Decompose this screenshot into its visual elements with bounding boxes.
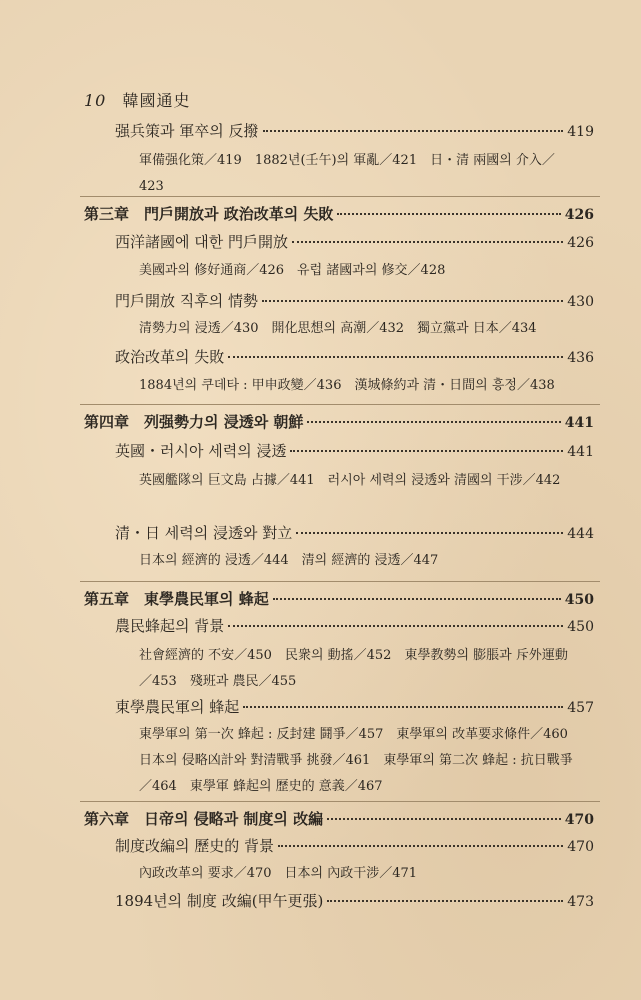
toc-section: 英國・러시아 세력의 浸透 441 [115, 442, 594, 460]
toc-section: 門戶開放 직후의 情勢 430 [115, 292, 594, 310]
toc-subitems: 美國과의 修好通商／426 유럽 諸國과의 修交／428 [139, 263, 446, 278]
toc-section: 西洋諸國에 대한 門戶開放 426 [115, 233, 594, 251]
toc-subitems: 內政改革의 要求／470 日本의 內政干涉／471 [139, 866, 418, 881]
toc-subitems: 清勢力의 浸透／430 開化思想의 高潮／432 獨立黨과 日本／434 [139, 321, 537, 336]
chapter-divider [80, 801, 600, 802]
toc-subitems: 日本의 經濟的 浸透／444 清의 經濟的 浸透／447 [139, 553, 439, 568]
book-title: 韓國通史 [122, 91, 191, 110]
page-number: 10 [84, 91, 107, 110]
toc-subitems: 社會經濟的 不安／450 民衆의 動搖／452 東學教勢의 膨脹과 斥外運動／453 殘班과 農民／455 [139, 648, 568, 689]
toc-subitems: 英國艦隊의 巨文島 占據／441 러시아 세력의 浸透와 清國의 干涉／442 [139, 473, 561, 488]
toc-section: 東學農民軍의 蜂起 457 [115, 698, 594, 716]
toc-section: 制度改編의 歷史的 背景 470 [115, 837, 594, 855]
toc-section: 1894년의 制度 改編(甲午更張) 473 [115, 892, 594, 910]
toc-subitems: 東學軍의 第一次 蜂起 : 反封建 鬪爭／457 東學軍의 改革要求條件／460 日本의 侵略凶計와 對清戰爭 挑發／461 東學軍의 第二次 蜂起 : 抗日戰爭／464 東學軍 蜂起의 歷史的 意義／467 [139, 727, 581, 794]
toc-section: 政治改革의 失敗 436 [115, 348, 594, 366]
chapter-divider [80, 581, 600, 582]
toc-subitems: 1884년의 쿠데타 : 甲申政變／436 漢城條約과 清・日間의 흥정／438 [139, 378, 555, 393]
chapter-divider [80, 196, 600, 197]
toc-subitems: 軍備强化策／419 1882년(壬午)의 軍亂／421 日・清 兩國의 介入／423 [139, 153, 555, 194]
toc-chapter: 第三章 門戶開放과 政治改革의 失敗 426 [84, 205, 594, 223]
chapter-divider [80, 404, 600, 405]
running-header [84, 88, 190, 111]
toc-section: 强兵策과 軍卒의 反撥 419 [115, 122, 594, 140]
toc-chapter: 第四章 列强勢力의 浸透와 朝鮮 441 [84, 413, 594, 431]
toc-section: 農民蜂起의 背景 450 [115, 617, 594, 635]
toc-section: 清・日 세력의 浸透와 對立 444 [115, 524, 594, 542]
toc-chapter: 第五章 東學農民軍의 蜂起 450 [84, 590, 594, 608]
toc-chapter: 第六章 日帝의 侵略과 制度의 改編 470 [84, 810, 594, 828]
